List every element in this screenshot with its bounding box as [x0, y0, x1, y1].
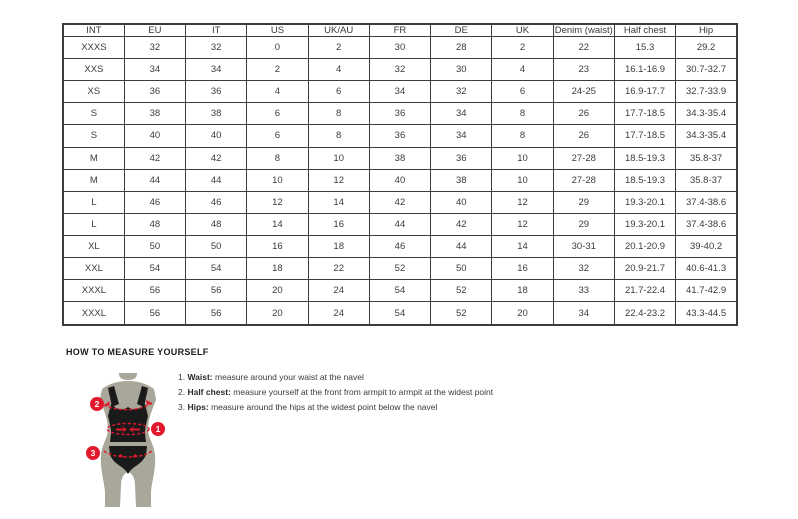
table-body — [63, 37, 737, 326]
table-cell: 50 — [186, 235, 247, 257]
measure-step — [178, 385, 493, 400]
table-row — [63, 302, 737, 325]
measure-section-heading: HOW TO MEASURE YOURSELF — [66, 347, 209, 357]
table-cell: 35.8-37 — [676, 147, 737, 169]
table-cell: 20.1-20.9 — [614, 235, 675, 257]
table-cell: 42 — [369, 191, 430, 213]
table-row — [63, 59, 737, 81]
table-cell: 18.5-19.3 — [614, 147, 675, 169]
table-cell: 2 — [492, 37, 553, 59]
waist-badge — [151, 422, 165, 436]
table-cell: 8 — [492, 125, 553, 147]
table-cell: 27-28 — [553, 147, 614, 169]
column-header: Hip — [676, 24, 737, 37]
table-cell: 14 — [247, 213, 308, 235]
table-cell: 28 — [431, 37, 492, 59]
measurement-figure — [78, 372, 178, 508]
table-cell: 32.7-33.9 — [676, 81, 737, 103]
column-header: UK/AU — [308, 24, 369, 37]
table-cell: 44 — [124, 169, 185, 191]
table-cell: XXL — [63, 258, 124, 280]
table-cell: 42 — [124, 147, 185, 169]
table-cell: 38 — [186, 103, 247, 125]
table-cell: 17.7-18.5 — [614, 125, 675, 147]
table-cell: 12 — [492, 213, 553, 235]
size-chart-table — [62, 23, 738, 326]
column-header: Denim (waist) — [554, 25, 613, 36]
table-cell: 19.3-20.1 — [614, 191, 675, 213]
svg-text:3: 3 — [90, 448, 96, 458]
table-cell: 10 — [247, 169, 308, 191]
table-cell: 4 — [492, 59, 553, 81]
step-number: 3. — [178, 402, 188, 412]
table-cell: 42 — [431, 213, 492, 235]
table-cell: 2 — [308, 37, 369, 59]
table-cell: 22.4-23.2 — [614, 302, 675, 325]
table-cell: S — [63, 125, 124, 147]
table-cell: M — [63, 147, 124, 169]
camisole-bodice — [108, 404, 148, 442]
table-cell: 44 — [369, 213, 430, 235]
table-cell: 4 — [308, 59, 369, 81]
table-cell: 16 — [308, 213, 369, 235]
table-cell: 38 — [369, 147, 430, 169]
table-cell: 36 — [369, 103, 430, 125]
half-chest-badge — [90, 397, 104, 411]
measure-step — [178, 400, 493, 415]
table-cell: 34.3-35.4 — [676, 103, 737, 125]
table-cell: 12 — [247, 191, 308, 213]
table-cell: 34.3-35.4 — [676, 125, 737, 147]
table-cell: 34 — [431, 125, 492, 147]
table-cell: 48 — [186, 213, 247, 235]
table-cell: 24 — [308, 280, 369, 302]
column-header: UK — [492, 24, 553, 37]
column-header: IT — [186, 24, 247, 37]
table-cell: 24 — [308, 302, 369, 325]
table-cell: 16.1-16.9 — [614, 59, 675, 81]
table-cell: 36 — [186, 81, 247, 103]
table-cell: 20 — [492, 302, 553, 325]
table-cell: 56 — [124, 280, 185, 302]
step-text: measure around the hips at the widest point below the navel — [208, 402, 438, 412]
table-cell: 29 — [553, 191, 614, 213]
header-row — [63, 24, 737, 37]
table-row — [63, 169, 737, 191]
table-cell: 50 — [124, 235, 185, 257]
table-cell: 18.5-19.3 — [614, 169, 675, 191]
table-cell: 32 — [124, 37, 185, 59]
table-cell: 20.9-21.7 — [614, 258, 675, 280]
table-cell: XXS — [63, 59, 124, 81]
table-cell: XXXL — [63, 302, 124, 325]
table-cell: 34 — [431, 103, 492, 125]
table-cell: 40 — [431, 191, 492, 213]
table-cell: 15.3 — [614, 37, 675, 59]
table-cell: 38 — [124, 103, 185, 125]
table-cell: 32 — [186, 37, 247, 59]
table-row — [63, 103, 737, 125]
table-cell: 50 — [431, 258, 492, 280]
step-label: Half chest: — [187, 387, 231, 397]
table-cell: 10 — [492, 169, 553, 191]
table-cell: 46 — [186, 191, 247, 213]
step-text: measure around your waist at the navel — [212, 372, 364, 382]
table-cell: 36 — [124, 81, 185, 103]
table-cell: 46 — [124, 191, 185, 213]
table-row — [63, 37, 737, 59]
table-cell: 8 — [247, 147, 308, 169]
table-cell: 6 — [247, 125, 308, 147]
table-row — [63, 81, 737, 103]
table-cell: 52 — [431, 302, 492, 325]
table-cell: 32 — [369, 59, 430, 81]
table-cell: 10 — [492, 147, 553, 169]
table-cell: 40.6-41.3 — [676, 258, 737, 280]
table-row — [63, 258, 737, 280]
column-header: DE — [431, 24, 492, 37]
table-cell: 34 — [553, 302, 614, 325]
table-cell: 12 — [492, 191, 553, 213]
table-cell: XS — [63, 81, 124, 103]
table-cell: 10 — [308, 147, 369, 169]
table-cell: 44 — [186, 169, 247, 191]
table-cell: 26 — [553, 125, 614, 147]
table-row — [63, 125, 737, 147]
step-label: Waist: — [187, 372, 213, 382]
table-cell: 18 — [492, 280, 553, 302]
step-text: measure yourself at the front from armpit to armpit at the widest point — [230, 387, 494, 397]
table-cell: 34 — [186, 59, 247, 81]
table-cell: 52 — [431, 280, 492, 302]
mannequin-body — [119, 373, 137, 380]
table-cell: 16 — [247, 235, 308, 257]
table-cell: 39-40.2 — [676, 235, 737, 257]
table-cell: 24-25 — [553, 81, 614, 103]
table-cell: 6 — [247, 103, 308, 125]
table-cell: 0 — [247, 37, 308, 59]
table-cell: 56 — [124, 302, 185, 325]
table-cell: M — [63, 169, 124, 191]
measure-instructions — [178, 370, 493, 415]
table-cell: 56 — [186, 280, 247, 302]
table-cell: 26 — [553, 103, 614, 125]
table-cell: 14 — [492, 235, 553, 257]
table-cell: 52 — [369, 258, 430, 280]
table-cell: 29 — [553, 213, 614, 235]
table-cell: 4 — [247, 81, 308, 103]
table-cell: 32 — [431, 81, 492, 103]
column-header: US — [247, 24, 308, 37]
table-cell: 41.7-42.9 — [676, 280, 737, 302]
table-cell: 42 — [186, 147, 247, 169]
table-cell: 38 — [431, 169, 492, 191]
table-cell: 44 — [431, 235, 492, 257]
table-cell: 14 — [308, 191, 369, 213]
table-cell: 23 — [553, 59, 614, 81]
table-cell: 8 — [492, 103, 553, 125]
table-cell: 54 — [124, 258, 185, 280]
table-cell: 34 — [369, 81, 430, 103]
table-cell: 8 — [308, 125, 369, 147]
table-cell: 6 — [492, 81, 553, 103]
table-cell: S — [63, 103, 124, 125]
table-cell: 16.9-17.7 — [614, 81, 675, 103]
table-cell: 46 — [369, 235, 430, 257]
table-cell: 43.3-44.5 — [676, 302, 737, 325]
table-cell: 27-28 — [553, 169, 614, 191]
column-header: Half chest — [614, 24, 675, 37]
table-cell: L — [63, 191, 124, 213]
table-cell: 54 — [369, 280, 430, 302]
table-cell: 32 — [553, 258, 614, 280]
table-cell: 29.2 — [676, 37, 737, 59]
table-cell: 48 — [124, 213, 185, 235]
table-row — [63, 191, 737, 213]
table-row — [63, 235, 737, 257]
table-cell: 2 — [247, 59, 308, 81]
table-cell: 22 — [308, 258, 369, 280]
table-cell: 40 — [124, 125, 185, 147]
table-cell: 17.7-18.5 — [614, 103, 675, 125]
mannequin-torso — [100, 381, 156, 507]
table-row — [63, 147, 737, 169]
table-cell: 33 — [553, 280, 614, 302]
table-cell: L — [63, 213, 124, 235]
mannequin-illustration-icon — [78, 372, 178, 508]
table-cell: 30 — [369, 37, 430, 59]
table-cell: 30.7-32.7 — [676, 59, 737, 81]
table-cell: 21.7-22.4 — [614, 280, 675, 302]
table-cell: 56 — [186, 302, 247, 325]
table-cell: XL — [63, 235, 124, 257]
table-cell: 8 — [308, 103, 369, 125]
column-header: FR — [369, 24, 430, 37]
table-cell: 30-31 — [553, 235, 614, 257]
table-cell: 36 — [369, 125, 430, 147]
measure-step — [178, 370, 493, 385]
svg-text:2: 2 — [94, 399, 100, 409]
step-label: Hips: — [187, 402, 209, 412]
table-cell: 54 — [186, 258, 247, 280]
table-cell: 20 — [247, 302, 308, 325]
table-cell: 37.4-38.6 — [676, 191, 737, 213]
table-cell: 40 — [369, 169, 430, 191]
table-cell: 20 — [247, 280, 308, 302]
table-cell: 36 — [431, 147, 492, 169]
table-cell: 12 — [308, 169, 369, 191]
table-cell: 22 — [553, 37, 614, 59]
table-cell: 34 — [124, 59, 185, 81]
table-cell: 54 — [369, 302, 430, 325]
table-row — [63, 280, 737, 302]
table-cell: 40 — [186, 125, 247, 147]
table-cell: 19.3-20.1 — [614, 213, 675, 235]
table-cell: XXXL — [63, 280, 124, 302]
table-cell: 16 — [492, 258, 553, 280]
column-header: INT — [63, 24, 124, 37]
table-cell: 37.4-38.6 — [676, 213, 737, 235]
table-cell: 18 — [247, 258, 308, 280]
hips-badge — [86, 446, 100, 460]
step-number: 2. — [178, 387, 188, 397]
table-cell: 18 — [308, 235, 369, 257]
table-row — [63, 213, 737, 235]
step-number: 1. — [178, 372, 188, 382]
column-header: EU — [124, 24, 185, 37]
table-cell: XXXS — [63, 37, 124, 59]
svg-text:1: 1 — [155, 424, 161, 434]
table-cell: 30 — [431, 59, 492, 81]
table-cell: 35.8-37 — [676, 169, 737, 191]
table-cell: 6 — [308, 81, 369, 103]
